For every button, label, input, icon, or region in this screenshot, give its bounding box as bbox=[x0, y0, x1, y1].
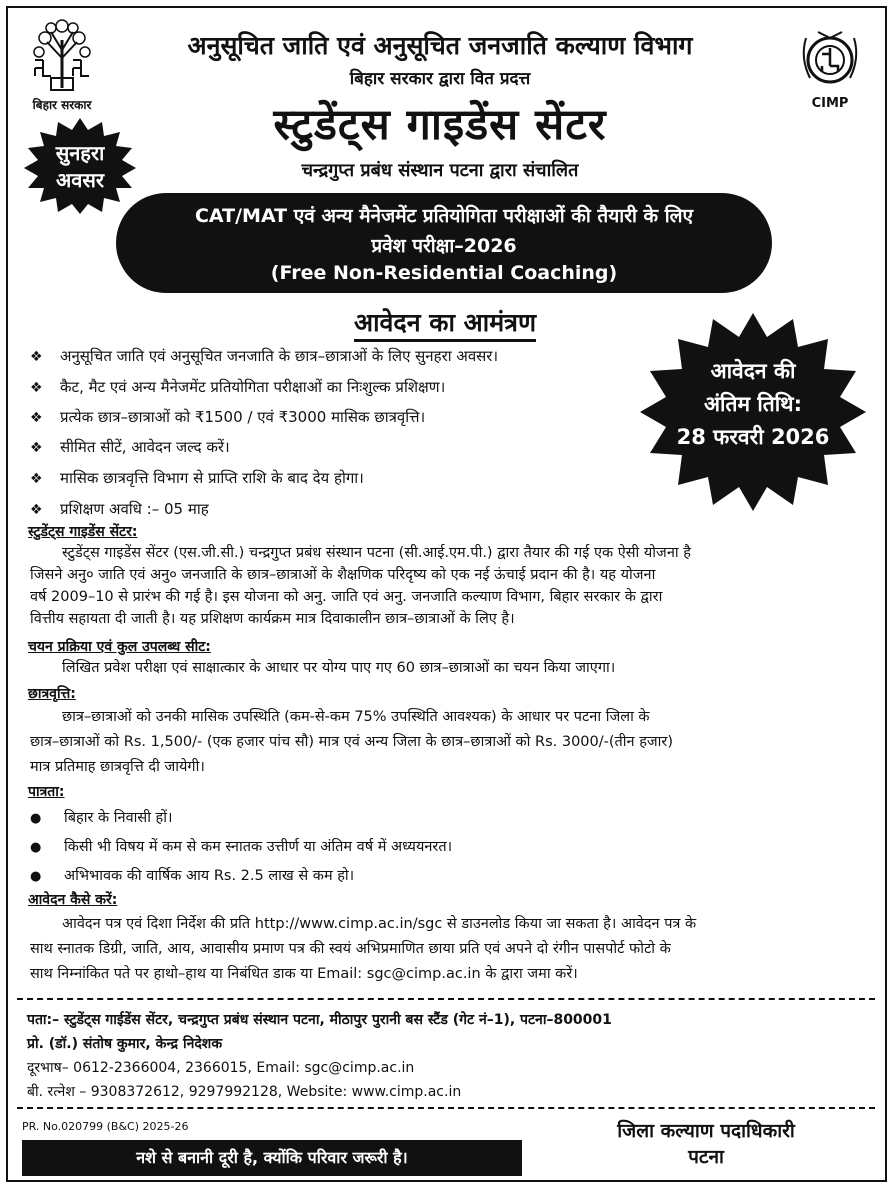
deadline-badge bbox=[640, 313, 866, 511]
left-logo-caption: बिहार सरकार bbox=[32, 98, 92, 112]
director-line: प्रो. (डॉ.) संतोष कुमार, केन्द्र निदेशक bbox=[27, 1036, 223, 1052]
diamond-bullet-icon: ❖ bbox=[30, 349, 43, 365]
phone-line: दूरभाष– 0612-2366004, 2366015, Email: sgc@cimp.ac.in bbox=[27, 1060, 415, 1076]
diamond-bullet-icon: ❖ bbox=[30, 440, 43, 456]
sgc-heading: स्टुडेंट्स गाइडेंस सेंटर: bbox=[28, 524, 138, 540]
page-title: स्टुडेंट्स गाइडेंस सेंटर bbox=[273, 100, 607, 150]
address-line: पता:– स्टुडेंट्स गाईडेंस सेंटर, चन्द्रगुप्त प्रबंध संस्थान पटना, मीठापुर पुरानी बस स्टैंड (गेट नं–1), पटना–800001 bbox=[27, 1012, 612, 1028]
bullet-item: ❖ सीमित सीटें, आवेदन जल्द करें। bbox=[30, 438, 230, 456]
bihar-emblem-icon bbox=[29, 18, 95, 94]
bullet-item: ❖ प्रशिक्षण अवधि :– 05 माह bbox=[30, 500, 209, 518]
apply-paragraph: आवेदन पत्र एवं दिशा निर्देश की प्रति http://www.cimp.ac.in/sgc से डाउनलोड किया जा सकता है। आवेदन पत्र के साथ स्नातक डिग्री, जाति, आय, आवासीय प्रमाण पत्र की स्वयं अभिप्रमाणित छाया प्रति एवं अपने दो रंगीन पासपोर्ट फोटो के साथ निम्नांकित पते पर हाथो–हाथ या निबंधित डाक या Email: sgc@cimp.ac.in के द्वारा जमा करें। bbox=[30, 916, 697, 982]
selection-heading: चयन प्रक्रिया एवं कुल उपलब्ध सीट: bbox=[28, 639, 211, 655]
sgc-paragraph: स्टुडेंट्स गाइडेंस सेंटर (एस.जी.सी.) चन्द्रगुप्त प्रबंध संस्थान पटना (सी.आई.एम.पी.) द्वारा तैयार की गई एक ऐसी योजना है जिसने अनु० जाति एवं अनु० जनजाति के छात्र–छात्राओं के शैक्षणिक परिदृष्य को एक नई ऊंचाई प्रदान की है। यह योजना वर्ष 2009–10 से प्रारंभ की गई है। इस योजना को अनु. जाति एवं अनु. जनजाति कल्याण विभाग, बिहार सरकार के द्वारा वित्तीय सहायता दी जाती है। यह प्रशिक्षण कार्यक्रम मात्र दिवाकालीन छात्र–छात्राओं के लिए है। bbox=[30, 545, 691, 627]
scholarship-paragraph: छात्र–छात्राओं को उनकी मासिक उपस्थिति (कम-से-कम 75% उपस्थिति आवश्यक) के आधार पर पटना जिला के छात्र–छात्राओं को Rs. 1,500/- (एक हजार पांच सौ) मात्र एवं अन्य जिला के छात्र–छात्राओं को Rs. 3000/-(तीन हजार) मात्र प्रतिमाह छात्रवृत्ति दी जायेगी। bbox=[30, 709, 674, 775]
diamond-bullet-icon: ❖ bbox=[30, 410, 43, 426]
exam-line-2: प्रवेश परीक्षा–2026 bbox=[371, 235, 517, 257]
exam-banner bbox=[116, 193, 772, 293]
diamond-bullet-icon: ❖ bbox=[30, 471, 43, 487]
scholarship-heading: छात्रवृत्ति: bbox=[28, 686, 76, 702]
badge-line-2: अवसर bbox=[55, 168, 105, 192]
bullet-item: ❖ प्रत्येक छात्र–छात्राओं को ₹1500 / एवं ₹3000 मासिक छात्रवृत्ति। bbox=[30, 408, 426, 426]
slogan-banner: नशे से बनानी दूरी है, क्योंकि परिवार जरूरी है। bbox=[22, 1140, 522, 1176]
invitation-heading bbox=[250, 305, 640, 339]
cimp-logo bbox=[793, 28, 867, 111]
exam-line-3: (Free Non-Residential Coaching) bbox=[270, 262, 618, 284]
eligibility-item: ● अभिभावक की वार्षिक आय Rs. 2.5 लाख से कम हो। bbox=[30, 868, 355, 884]
issuing-officer bbox=[566, 1118, 846, 1170]
bullet-dot-icon: ● bbox=[30, 811, 42, 826]
apply-heading: आवेदन कैसे करें: bbox=[28, 892, 118, 908]
deadline-line-2: अंतिम तिथि: bbox=[704, 392, 802, 416]
deadline-line-1: आवेदन की bbox=[710, 359, 796, 383]
officer-title: जिला कल्याण पदाधिकारी bbox=[617, 1120, 795, 1142]
selection-paragraph: लिखित प्रवेश परीक्षा एवं साक्षात्कार के आधार पर योग्य पाए गए 60 छात्र–छात्राओं का चयन किया जाएगा। bbox=[62, 660, 616, 676]
run-by-line: चन्द्रगुप्त प्रबंध संस्थान पटना द्वारा संचालित bbox=[301, 160, 579, 181]
pr-number: PR. No.020799 (B&C) 2025-26 bbox=[22, 1120, 189, 1133]
deadline-date: 28 फरवरी 2026 bbox=[676, 425, 830, 449]
contact-line: बी. रत्नेश – 9308372612, 9297992128, Website: www.cimp.ac.in bbox=[27, 1084, 462, 1100]
eligibility-heading: पात्रता: bbox=[28, 784, 65, 800]
bullet-item: ❖ कैट, मैट एवं अन्य मैनेजमेंट प्रतियोगिता परीक्षाओं का निःशुल्क प्रशिक्षण। bbox=[30, 378, 446, 396]
bullet-item: ❖ अनुसूचित जाति एवं अनुसूचित जनजाति के छात्र–छात्राओं के लिए सुनहरा अवसर। bbox=[30, 347, 499, 365]
invitation-text: आवेदन का आमंत्रण bbox=[354, 308, 536, 342]
officer-location: पटना bbox=[688, 1146, 724, 1168]
address-block bbox=[17, 998, 875, 1109]
bihar-emblem bbox=[22, 18, 102, 113]
diamond-bullet-icon: ❖ bbox=[30, 502, 43, 518]
eligibility-item: ● बिहार के निवासी हों। bbox=[30, 810, 173, 826]
bullet-item: ❖ मासिक छात्रवृत्ति विभाग से प्राप्ति राशि के बाद देय होगा। bbox=[30, 469, 364, 487]
department-name: अनुसूचित जाति एवं अनुसूचित जनजाति कल्याण विभाग bbox=[187, 31, 693, 60]
right-logo-caption: CIMP bbox=[811, 96, 849, 111]
exam-line-1: CAT/MAT एवं अन्य मैनेजमेंट प्रतियोगिता परीक्षाओं की तैयारी के लिए bbox=[194, 205, 694, 227]
funding-line: बिहार सरकार द्वारा वित प्रदत्त bbox=[349, 69, 531, 89]
eligibility-item: ● किसी भी विषय में कम से कम स्नातक उत्तीर्ण या अंतिम वर्ष में अध्ययनरत। bbox=[30, 839, 453, 855]
bullet-dot-icon: ● bbox=[30, 869, 42, 884]
cimp-logo-icon bbox=[798, 28, 862, 90]
badge-line-1: सुनहरा bbox=[55, 141, 105, 165]
bullet-dot-icon: ● bbox=[30, 840, 42, 855]
diamond-bullet-icon: ❖ bbox=[30, 380, 43, 396]
golden-opportunity-badge bbox=[24, 118, 136, 214]
